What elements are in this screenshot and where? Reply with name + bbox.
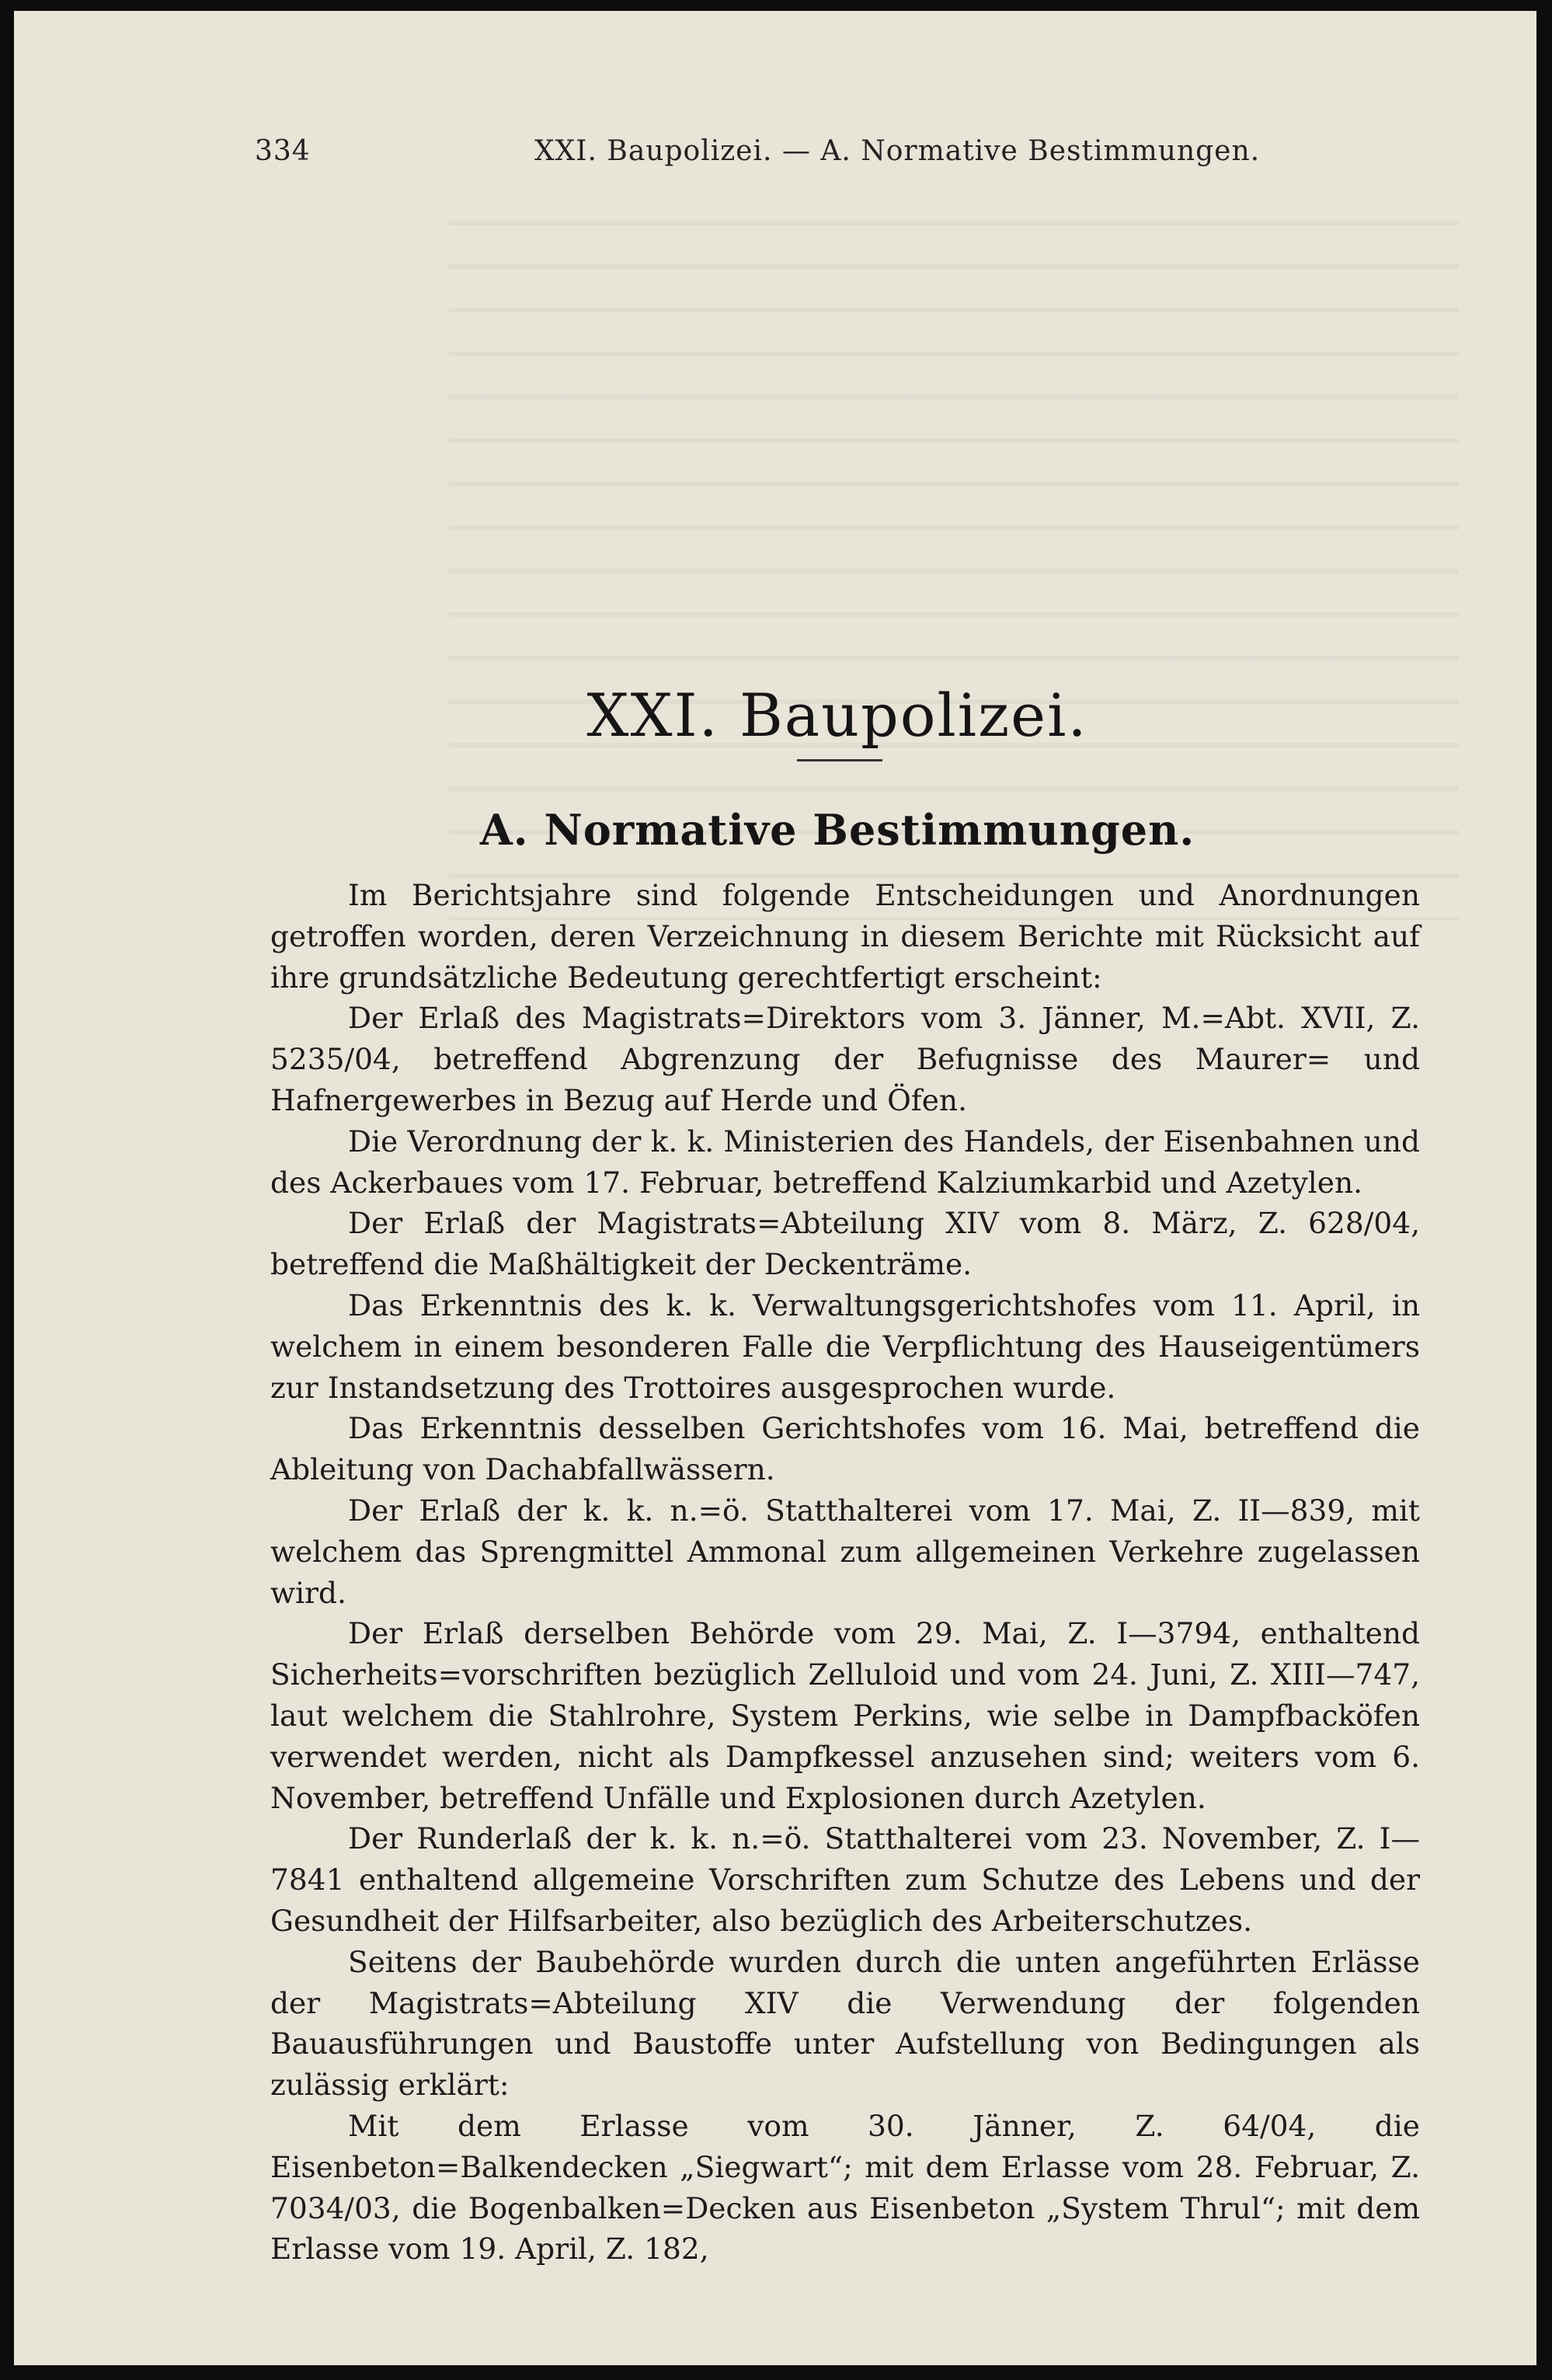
paragraph: Im Berichtsjahre sind folgende Entscheidungen und Anordnungen getroffen worden, deren Verzeichnung in diesem Berichte mit Rücksicht auf ihre grundsätzliche Bedeutung gerechtfertigt erscheint: [270,878,1420,995]
title-divider [797,759,882,761]
paragraph: Das Erkenntnis desselben Gerichtshofes vom 16. Mai, betreffend die Ableitung von Dachabfallwässern. [270,1411,1420,1487]
body-text [270,875,1420,2270]
paragraph: Der Runderlaß der k. k. n.=ö. Statthalterei vom 23. November, Z. I—7841 enthaltend allgemeine Vorschriften zum Schutze des Lebens und der Gesundheit der Hilfsarbeiter, also bezüglich des Arbeiterschutzes. [270,1821,1420,1938]
paragraph: Mit dem Erlasse vom 30. Jänner, Z. 64/04, die Eisenbeton=Balkendecken „Siegwart“; mit dem Erlasse vom 28. Februar, Z. 7034/03, die Bogenbalken=Decken aus Eisenbeton „System Thrul“; mit dem Erlasse vom 19. April, Z. 182, [270,2108,1420,2267]
paragraph: Seitens der Baubehörde wurden durch die unten angeführten Erlässe der Magistrats=Abteilung XIV die Verwendung der folgenden Bauausführungen und Baustoffe unter Aufstellung von Bedingungen als zulässig erklärt: [270,1944,1420,2103]
chapter-title: XXI. Baupolizei. [586,681,1088,750]
paragraph: Das Erkenntnis des k. k. Verwaltungsgerichtshofes vom 11. April, in welchem in einem besonderen Falle die Verpflichtung des Hauseigentümers zur Instandsetzung des Trottoires ausgesprochen wurde. [270,1288,1420,1405]
paragraph: Die Verordnung der k. k. Ministerien des Handels, der Eisenbahnen und des Ackerbaues vom 17. Februar, betreffend Kalziumkarbid und Azetylen. [270,1124,1420,1200]
paragraph: Der Erlaß der Magistrats=Abteilung XIV vom 8. März, Z. 628/04, betreffend die Maßhältigkeit der Deckenträme. [270,1206,1420,1282]
running-title: XXI. Baupolizei. — A. Normative Bestimmungen. [534,135,1261,167]
document-page [14,11,1536,2365]
section-title: A. Normative Bestimmungen. [479,805,1195,855]
paragraph: Der Erlaß des Magistrats=Direktors vom 3. Jänner, M.=Abt. XVII, Z. 5235/04, betreffend Abgrenzung der Befugnisse des Maurer= und Hafnergewerbes in Bezug auf Herde und Öfen. [270,1001,1420,1117]
paragraph: Der Erlaß der k. k. n.=ö. Statthalterei vom 17. Mai, Z. II—839, mit welchem das Sprengmittel Ammonal zum allgemeinen Verkehre zugelassen wird. [270,1493,1420,1610]
paragraph: Der Erlaß derselben Behörde vom 29. Mai, Z. I—3794, enthaltend Sicherheits=vorschriften bezüglich Zelluloid und vom 24. Juni, Z. XIII—747, laut welchem die Stahlrohre, System Perkins, wie selbe in Dampfbacköfen verwendet werden, nicht als Dampfkessel anzusehen sind; weiters vom 6. November, betreffend Unfälle und Explosionen durch Azetylen. [270,1616,1420,1815]
page-number: 334 [255,135,311,167]
